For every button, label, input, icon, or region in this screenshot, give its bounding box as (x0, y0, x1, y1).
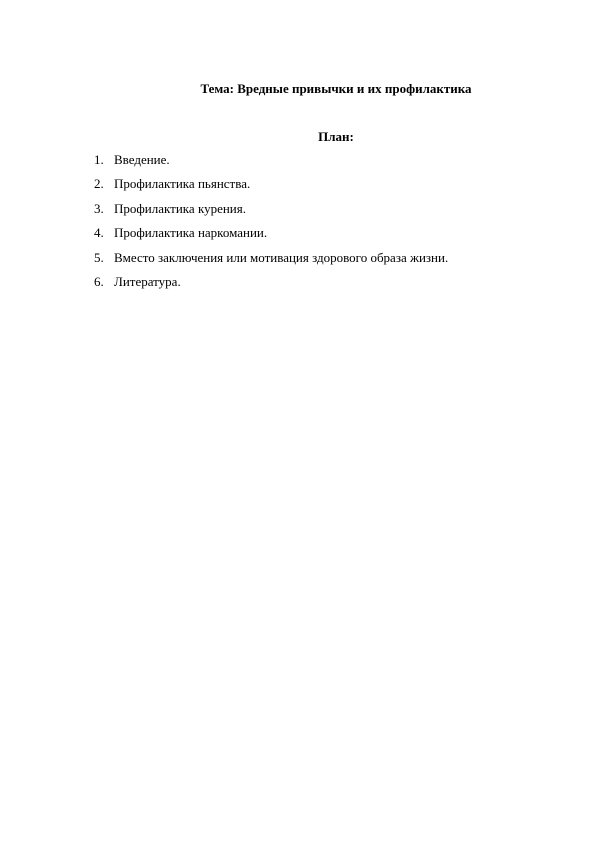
list-item-number: 1. (94, 152, 104, 167)
list-item-number: 4. (94, 225, 104, 241)
list-item-number: 6. (94, 273, 104, 289)
list-item-text: Профилактика наркомании. (114, 225, 268, 241)
list-item-text: Профилактика пьянства. (114, 176, 251, 192)
list-item-number: 2. (94, 176, 104, 192)
list-item-text: Введение. (114, 152, 170, 167)
list-item-number: 3. (94, 200, 104, 216)
list-item (94, 175, 448, 199)
list-item-number: 5. (94, 249, 104, 265)
list-item (94, 151, 448, 175)
document-title: Тема: Вредные привычки и их профилактика (200, 81, 472, 96)
plan-heading: План: (318, 129, 354, 144)
list-item (94, 273, 448, 297)
list-item-text: Профилактика курения. (114, 200, 246, 216)
list-item (94, 200, 448, 224)
list-item-text: Литература. (114, 273, 181, 289)
list-item (94, 249, 448, 273)
plan-list (94, 151, 448, 297)
list-item-text: Вместо заключения или мотивация здорового образа жизни. (114, 249, 449, 265)
list-item (94, 224, 448, 248)
